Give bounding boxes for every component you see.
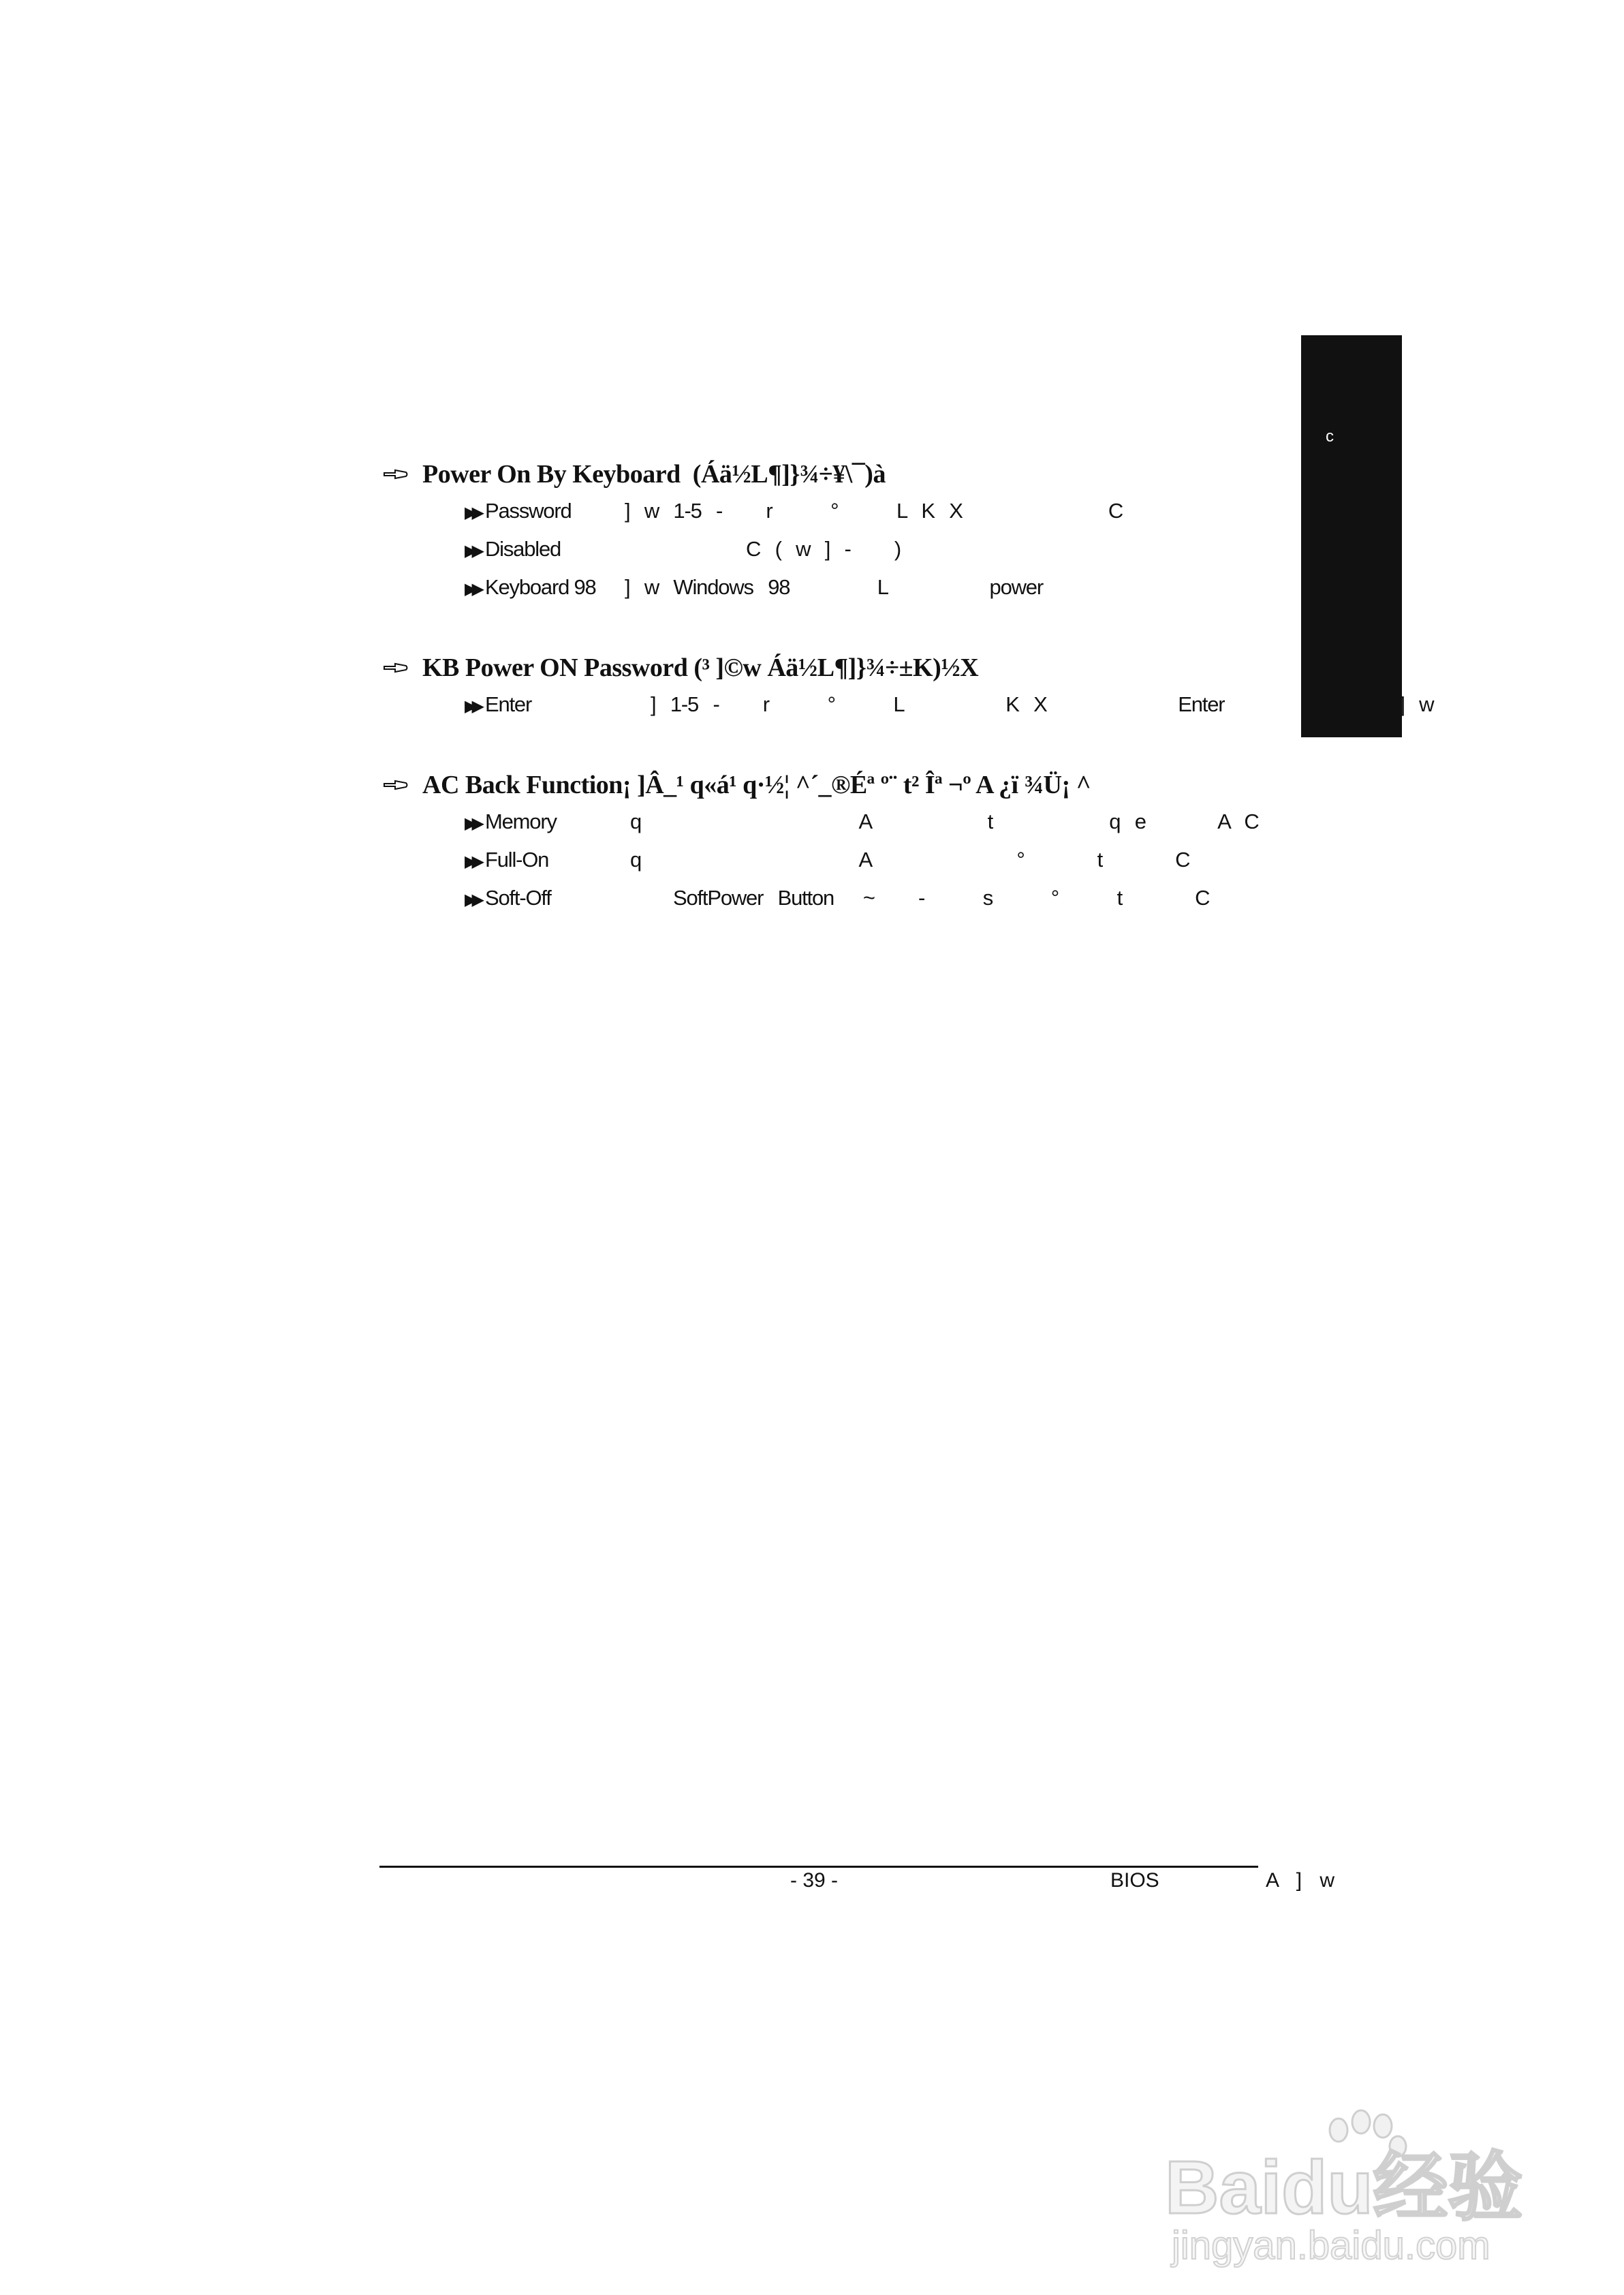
double-arrow-icon: ▶▶	[465, 697, 479, 715]
baidu-jingyan-watermark	[1158, 2106, 1567, 2269]
double-arrow-icon: ▶▶	[465, 814, 479, 833]
option-row	[383, 844, 1190, 882]
double-arrow-icon: ▶▶	[465, 852, 479, 871]
option-description: ] w 1-5 - r ° L K X C	[625, 499, 1123, 523]
option-label: Soft-Off	[485, 886, 551, 910]
option-description: q A ° t C	[630, 848, 1190, 872]
option-description: ] 1-5 - r ° L K X Enter ] w	[651, 692, 1434, 716]
option-label: Memory	[485, 810, 557, 833]
option-row	[383, 882, 1210, 920]
double-arrow-icon: ▶▶	[465, 504, 479, 522]
pointing-hand-icon	[383, 660, 409, 676]
side-tab-letter: c	[1326, 427, 1334, 446]
section-power-on-by-keyboard	[383, 454, 1349, 609]
watermark-url: jingyan.baidu.com	[1172, 2223, 1490, 2268]
option-label: Disabled	[485, 537, 561, 561]
option-row	[383, 533, 901, 571]
option-label: Keyboard 98	[485, 575, 596, 599]
option-row	[383, 805, 1259, 844]
footer-divider	[379, 1866, 1258, 1868]
option-label: Enter	[485, 692, 532, 716]
option-description: SoftPower Button ~ - s ° t C	[673, 886, 1210, 910]
option-description: q A t q e A C	[630, 810, 1259, 833]
section-title: AC Back Function¡ ]Â_¹ q«á¹ q·½¦ ^´_®Éª º¨ t² Îª ¬º A ¿ï ¾Ü¡ ^	[422, 771, 1091, 799]
double-arrow-icon: ▶▶	[465, 891, 479, 909]
option-row	[383, 571, 1349, 609]
pointing-hand-icon	[383, 777, 409, 793]
option-description: ] w Windows 98 L power C	[625, 575, 1349, 599]
option-row	[383, 495, 1123, 533]
chapter-side-tab	[1301, 335, 1402, 737]
option-label: Password	[485, 499, 572, 523]
footer-running-title: BIOS A ] w	[1110, 1869, 1335, 1892]
section-ac-back-function	[383, 765, 1259, 920]
option-label: Full-On	[485, 848, 549, 872]
double-arrow-icon: ▶▶	[465, 542, 479, 560]
watermark-brand: Baidu经验	[1165, 2146, 1523, 2230]
double-arrow-icon: ▶▶	[465, 580, 479, 598]
pointing-hand-icon	[383, 466, 409, 482]
option-description: C ( w ] - )	[746, 537, 901, 561]
section-title: KB Power ON Password (³ ]©w Áä½L¶]}¾÷±K)½X	[422, 653, 979, 682]
page-number: - 39 -	[790, 1869, 839, 1892]
section-title: Power On By Keyboard (Áä½L¶]}¾÷¥\¯)à	[422, 460, 886, 489]
option-row	[383, 688, 1434, 726]
section-kb-power-on-password	[383, 647, 1434, 726]
